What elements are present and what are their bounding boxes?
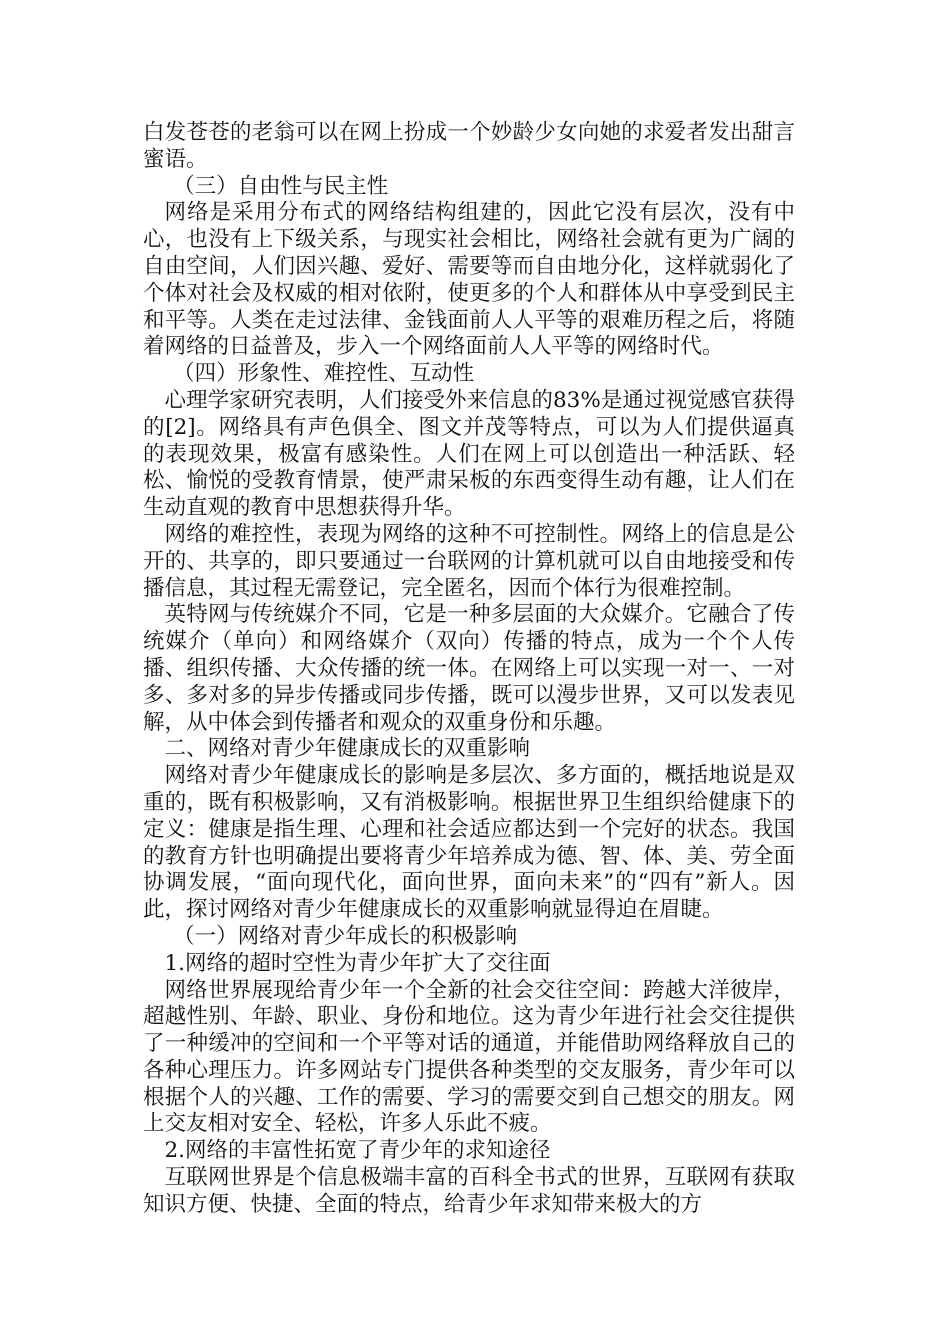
- paragraph: 网络是采用分布式的网络结构组建的，因此它没有层次，没有中心，也没有上下级关系，与现实社会相比，网络社会就有更为广阔的自由空间，人们因兴趣、爱好、需要等而自由地分化，这样就弱化了个体对社会及权威的相对依附，使更多的个人和群体从中享受到民主和平等。人类在走过法律、金钱面前人人平等的艰难历程之后，将随着网络的日益普及，步入一个网络面前人人平等的网络时代。: [143, 200, 795, 360]
- paragraph: 网络的难控性，表现为网络的这种不可控制性。网络上的信息是公开的、共享的，即只要通过一台联网的计算机就可以自由地接受和传播信息，其过程无需登记，完全匿名，因而个体行为很难控制。: [143, 521, 795, 601]
- section-heading-freedom-democracy: （三）自由性与民主性: [173, 173, 389, 199]
- section-heading-transcend-space-time: 1.网络的超时空性为青少年扩大了交往面: [164, 950, 551, 976]
- paragraph: 网络对青少年健康成长的影响是多层次、多方面的，概括地说是双重的，既有积极影响，又有消极影响。根据世界卫生组织给健康下的定义：健康是指生理、心理和社会适应都达到一个完好的状态。我国的教育方针也明确提出要将青少年培养成为德、智、体、美、劳全面协调发展，“面向现代化，面向世界，面向未来”的“四有”新人。因此，探讨网络对青少年健康成长的双重影响就显得迫在眉睫。: [143, 763, 795, 923]
- section-heading-positive-impact: （一）网络对青少年成长的积极影响: [173, 923, 518, 949]
- paragraph: 网络世界展现给青少年一个全新的社会交往空间：跨越大洋彼岸，超越性别、年龄、职业、身份和地位。这为青少年进行社会交往提供了一种缓冲的空间和一个平等对话的通道，并能借助网络释放自己的各种心理压力。许多网站专门提供各种类型的交友服务，青少年可以根据个人的兴趣、工作的需要、学习的需要交到自己想交的朋友。网上交友相对安全、轻松，许多人乐此不疲。: [143, 977, 795, 1137]
- paragraph: 心理学家研究表明，人们接受外来信息的83%是通过视觉感官获得的[2]。网络具有声色俱全、图文并茂等特点，可以为人们提供逼真的表现效果，极富有感染性。人们在网上可以创造出一种活跃、轻松、愉悦的受教育情景，使严肃呆板的东西变得生动有趣，让人们在生动直观的教育中思想获得升华。: [143, 387, 795, 521]
- section-heading-dual-impact: 二、网络对青少年健康成长的双重影响: [164, 736, 531, 762]
- paragraph: 互联网世界是个信息极端丰富的百科全书式的世界，互联网有获取知识方便、快捷、全面的特点，给青少年求知带来极大的方: [143, 1165, 795, 1217]
- section-heading-image-control-interaction: （四）形象性、难控性、互动性: [173, 361, 475, 387]
- paragraph: 英特网与传统媒介不同，它是一种多层面的大众媒介。它融合了传统媒介（单向）和网络媒介（双向）传播的特点，成为一个个人传播、组织传播、大众传播的统一体。在网络上可以实现一对一、一对多、多对多的异步传播或同步传播，既可以漫步世界，又可以发表见解，从中体会到传播者和观众的双重身份和乐趣。: [143, 602, 795, 735]
- section-heading-richness-knowledge: 2.网络的丰富性拓宽了青少年的求知途径: [164, 1138, 551, 1164]
- document-body: [143, 120, 795, 1219]
- paragraph-continuation: 白发苍苍的老翁可以在网上扮成一个妙龄少女向她的求爱者发出甜言蜜语。: [143, 120, 795, 172]
